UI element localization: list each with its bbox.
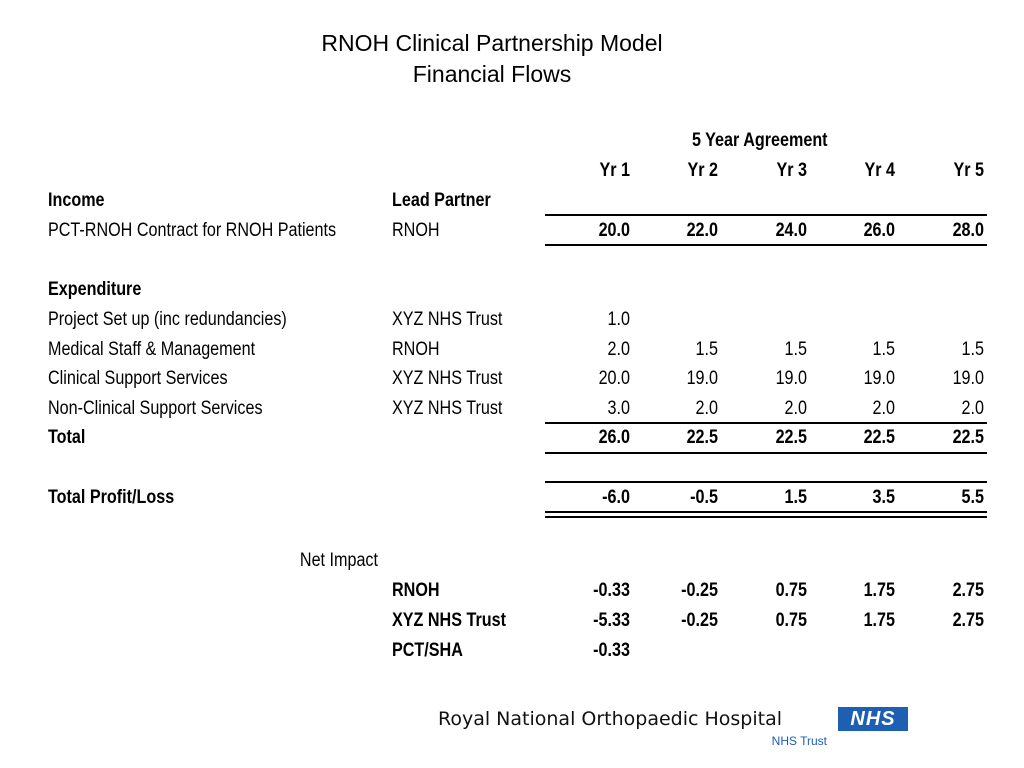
net-impact-row-value-4: 1.75 xyxy=(863,580,895,601)
expenditure-row-value-2: 1.5 xyxy=(695,339,718,360)
expenditure-row-value-3: 19.0 xyxy=(775,368,807,389)
expenditure-row-value-2: 19.0 xyxy=(686,368,718,389)
expenditure-row-label: Non-Clinical Support Services xyxy=(48,398,263,419)
profit-row-value-5: 5.5 xyxy=(961,487,984,508)
slide-subtitle: Financial Flows xyxy=(412,61,572,87)
total-label: Total xyxy=(48,427,86,448)
slide-title: RNOH Clinical Partnership Model xyxy=(321,30,663,56)
expenditure-row-value-2: 2.0 xyxy=(695,398,718,419)
expenditure-row-label: Project Set up (inc redundancies) xyxy=(48,309,287,330)
profit-double-rule-2 xyxy=(545,516,987,518)
profit-double-rule-1 xyxy=(545,511,987,513)
income-row-value-2: 22.0 xyxy=(686,220,718,241)
expenditure-row-value-4: 2.0 xyxy=(872,398,895,419)
income-row-value-5: 28.0 xyxy=(952,220,984,241)
net-impact-party: RNOH xyxy=(392,580,440,601)
agreement-header: 5 Year Agreement xyxy=(692,130,828,151)
profit-row-value-4: 3.5 xyxy=(872,487,895,508)
net-impact-row-value-3: 0.75 xyxy=(775,580,807,601)
expenditure-row-value-5: 19.0 xyxy=(952,368,984,389)
nhs-trust-label: NHS Trust xyxy=(771,734,827,748)
expenditure-row-partner: RNOH xyxy=(392,339,440,360)
expenditure-row-value-4: 19.0 xyxy=(863,368,895,389)
net-impact-row-value-4: 1.75 xyxy=(863,610,895,631)
income-row-label: PCT-RNOH Contract for RNOH Patients xyxy=(48,220,337,241)
expenditure-row-partner: XYZ NHS Trust xyxy=(392,309,503,330)
net-impact-row-value-1: -0.33 xyxy=(593,640,630,661)
income-row-value-3: 24.0 xyxy=(775,220,807,241)
expenditure-row-value-5: 1.5 xyxy=(961,339,984,360)
net-impact-row-value-1: -0.33 xyxy=(593,580,630,601)
expenditure-row-value-3: 2.0 xyxy=(784,398,807,419)
income-heading: Income xyxy=(48,190,105,211)
net-impact-label: Net Impact xyxy=(299,550,378,571)
income-bottom-rule xyxy=(545,244,987,246)
expenditure-row-value-1: 2.0 xyxy=(607,339,630,360)
expenditure-row-value-1: 20.0 xyxy=(598,368,630,389)
income-row-value-4: 26.0 xyxy=(863,220,895,241)
total-row-value-2: 22.5 xyxy=(686,427,718,448)
expenditure-row-partner: XYZ NHS Trust xyxy=(392,368,503,389)
total-bottom-rule xyxy=(545,452,987,454)
year-header-4: Yr 4 xyxy=(864,160,895,181)
expenditure-row-value-1: 3.0 xyxy=(607,398,630,419)
expenditure-row-value-4: 1.5 xyxy=(872,339,895,360)
net-impact-row-value-2: -0.25 xyxy=(681,580,718,601)
net-impact-row-value-5: 2.75 xyxy=(952,610,984,631)
income-row-value-1: 20.0 xyxy=(598,220,630,241)
hospital-name: Royal National Orthopaedic Hospital xyxy=(438,708,783,730)
income-top-rule xyxy=(545,214,987,216)
expenditure-row-value-3: 1.5 xyxy=(784,339,807,360)
expenditure-row-value-5: 2.0 xyxy=(961,398,984,419)
profit-row-value-1: -6.0 xyxy=(602,487,630,508)
year-header-5: Yr 5 xyxy=(953,160,984,181)
net-impact-row-value-5: 2.75 xyxy=(952,580,984,601)
total-row-value-5: 22.5 xyxy=(952,427,984,448)
total-row-value-1: 26.0 xyxy=(598,427,630,448)
net-impact-party: XYZ NHS Trust xyxy=(392,610,506,631)
year-header-1: Yr 1 xyxy=(599,160,630,181)
net-impact-row-value-2: -0.25 xyxy=(681,610,718,631)
profit-top-rule xyxy=(545,481,987,483)
nhs-logo: NHS xyxy=(838,707,908,731)
year-header-3: Yr 3 xyxy=(776,160,807,181)
profit-row-value-3: 1.5 xyxy=(784,487,807,508)
expenditure-row-partner: XYZ NHS Trust xyxy=(392,398,503,419)
profit-loss-label: Total Profit/Loss xyxy=(48,487,175,508)
year-header-2: Yr 2 xyxy=(687,160,718,181)
profit-row-value-2: -0.5 xyxy=(690,487,718,508)
total-row-value-3: 22.5 xyxy=(775,427,807,448)
net-impact-party: PCT/SHA xyxy=(392,640,463,661)
total-row-value-4: 22.5 xyxy=(863,427,895,448)
total-top-rule xyxy=(545,422,987,424)
net-impact-row-value-3: 0.75 xyxy=(775,610,807,631)
lead-partner-heading: Lead Partner xyxy=(392,190,491,211)
expenditure-heading: Expenditure xyxy=(48,279,142,300)
expenditure-row-label: Medical Staff & Management xyxy=(48,339,256,360)
expenditure-row-value-1: 1.0 xyxy=(607,309,630,330)
net-impact-row-value-1: -5.33 xyxy=(593,610,630,631)
income-row-partner: RNOH xyxy=(392,220,440,241)
expenditure-row-label: Clinical Support Services xyxy=(48,368,228,389)
